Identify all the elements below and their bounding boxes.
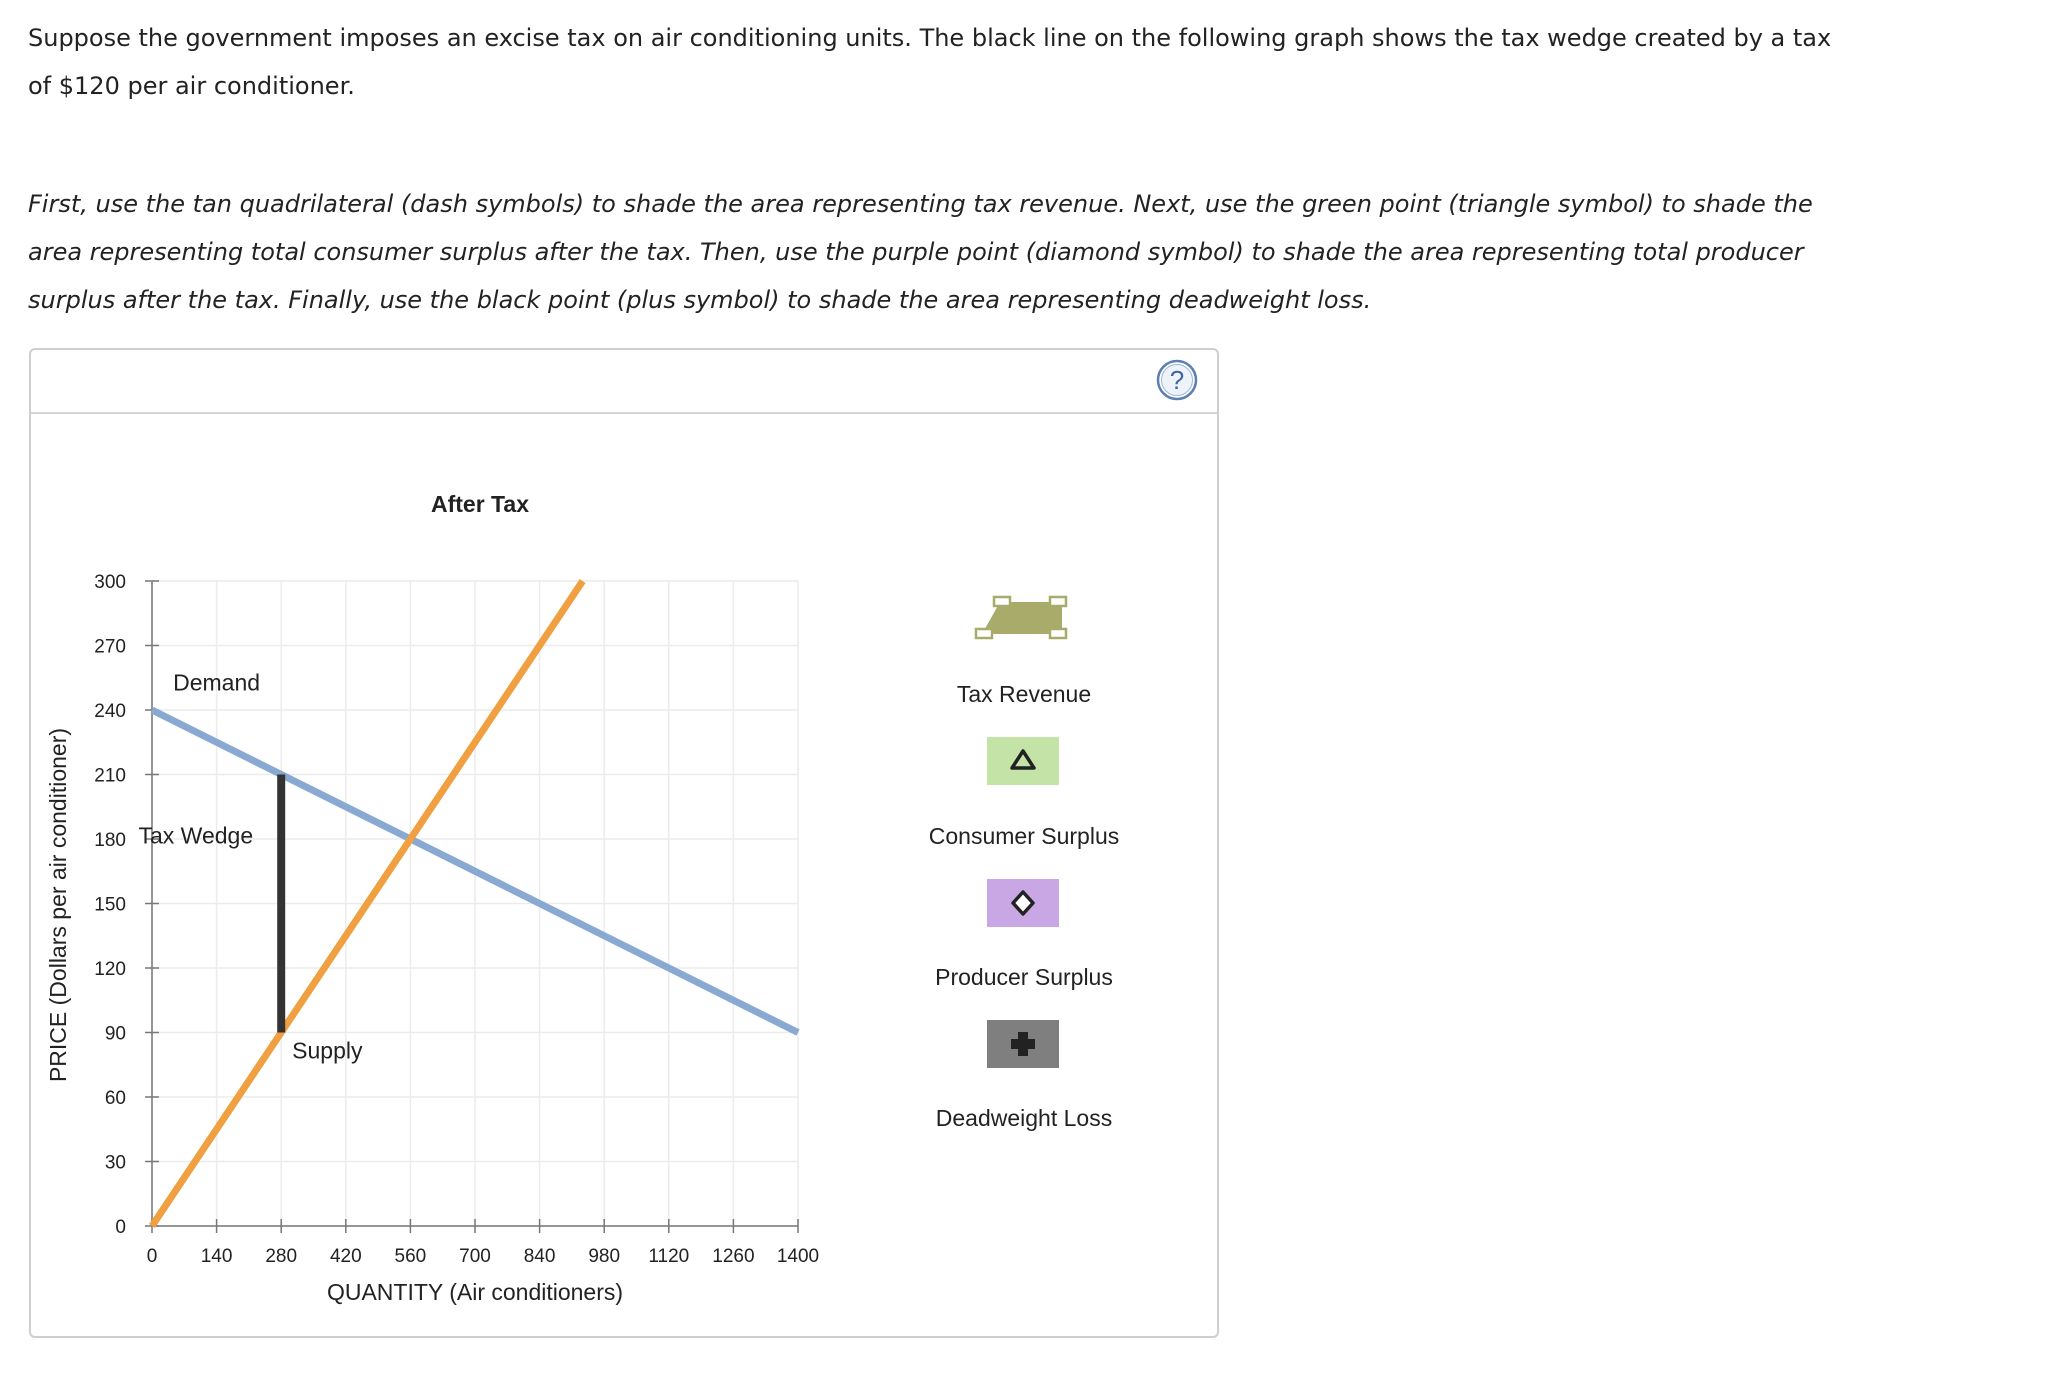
y-tick-label: 210: [94, 765, 126, 787]
intro-text: [28, 14, 1928, 110]
y-tick-label: 90: [104, 1023, 126, 1045]
help-symbol: ?: [1169, 365, 1185, 395]
x-axis-label: QUANTITY (Air conditioners): [326, 1279, 624, 1305]
y-tick-label: 0: [115, 1217, 126, 1238]
annotation-supply: Supply: [292, 1037, 363, 1064]
y-tick-label: 30: [104, 1152, 126, 1174]
y-tick-label: 150: [94, 894, 126, 916]
y-tick-label: 300: [94, 572, 126, 593]
y-tick-label: 270: [94, 636, 126, 658]
y-tick-label: 120: [94, 959, 126, 980]
legend-label-deadweight-loss: Deadweight Loss: [935, 1105, 1113, 1131]
y-tick-label: 180: [94, 830, 126, 851]
instructions-line-1: First, use the tan quadrilateral (dash symbols) to shade the area representing tax revenue. Next, use the green point (triangle symbol) to shade the: [28, 190, 1813, 218]
legend-label-producer-surplus: Producer Surplus: [935, 964, 1113, 990]
chart-title: After Tax: [431, 491, 529, 517]
intro-line-2: of $120 per air conditioner.: [28, 72, 355, 100]
x-tick-label: 0: [146, 1246, 158, 1267]
x-tick-label: 1120: [648, 1246, 690, 1267]
x-tick-label: 280: [265, 1246, 298, 1267]
triangle-icon[interactable]: [987, 737, 1059, 785]
instructions-text: [28, 180, 1928, 324]
annotation-tax-wedge: Tax Wedge: [138, 822, 254, 849]
x-tick-label: 700: [459, 1246, 491, 1267]
instructions-line-3: surplus after the tax. Finally, use the black point (plus symbol) to shade the area representing deadweight loss.: [28, 286, 1372, 314]
diamond-icon[interactable]: [987, 879, 1059, 927]
instructions-line-2: area representing total consumer surplus after the tax. Then, use the purple point (diamond symbol) to shade the area representing total producer: [28, 238, 1804, 266]
y-tick-label: 60: [104, 1088, 126, 1109]
x-tick-label: 420: [329, 1246, 362, 1267]
x-tick-label: 980: [588, 1246, 621, 1267]
y-axis-label: PRICE (Dollars per air conditioner): [45, 727, 71, 1083]
annotation-demand: Demand: [173, 669, 261, 696]
legend-label-tax-revenue: Tax Revenue: [956, 681, 1092, 707]
x-tick-label: 840: [523, 1246, 556, 1267]
x-tick-label: 1400: [776, 1246, 820, 1267]
intro-line-1: Suppose the government imposes an excise tax on air conditioning units. The black line on the following graph shows the tax wedge created by a tax: [28, 24, 1832, 52]
plus-icon[interactable]: [987, 1020, 1059, 1068]
x-tick-label: 560: [394, 1246, 427, 1267]
x-tick-label: 140: [200, 1246, 233, 1267]
y-tick-label: 240: [94, 701, 126, 722]
help-icon[interactable]: [1155, 358, 1199, 402]
panel-header: [31, 350, 1217, 414]
legend-label-consumer-surplus: Consumer Surplus: [928, 823, 1120, 849]
x-tick-label: 1260: [712, 1246, 755, 1267]
